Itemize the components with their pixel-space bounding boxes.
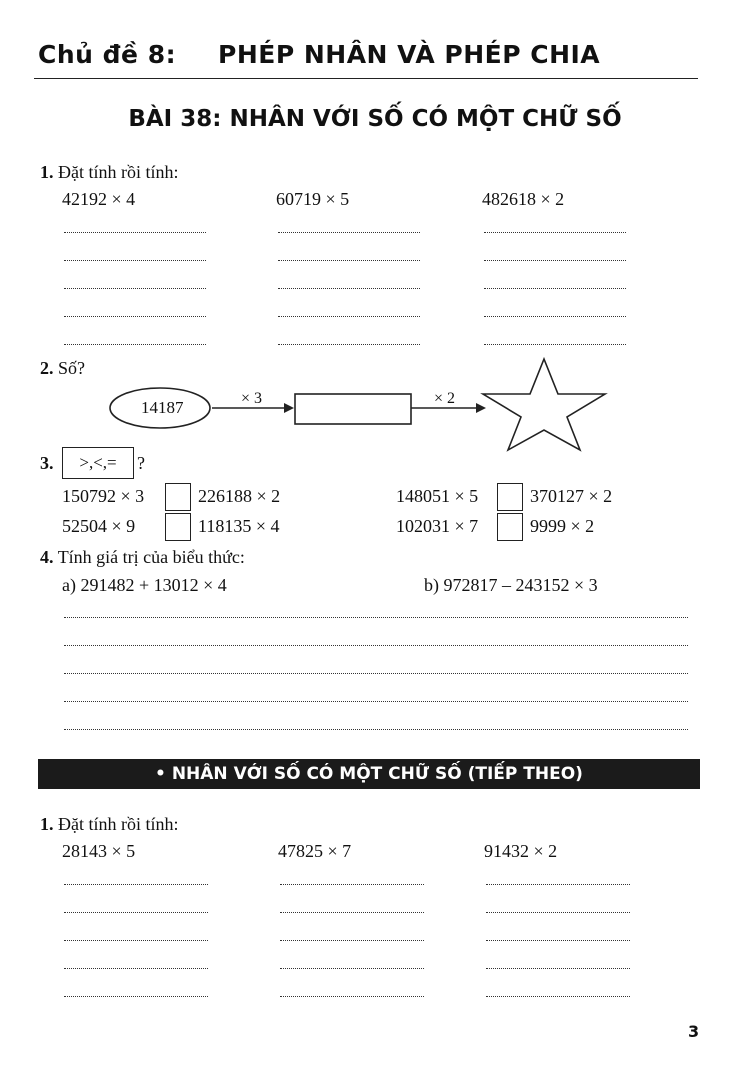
q3-row2-right-b: 9999 × 2 (530, 516, 595, 536)
q2-heading (40, 358, 85, 379)
answer-line[interactable] (484, 288, 626, 289)
q2-op2: × 2 (434, 390, 456, 407)
answer-line[interactable] (64, 701, 688, 702)
answer-line[interactable] (278, 288, 420, 289)
p2-q1-heading (40, 814, 179, 835)
answer-line[interactable] (64, 316, 206, 317)
lesson-title: BÀI 38: NHÂN VỚI SỐ CÓ MỘT CHỮ SỐ (128, 106, 622, 132)
answer-line[interactable] (280, 996, 424, 997)
compare-box[interactable] (165, 513, 191, 541)
q3-row1-right-b: 370127 × 2 (530, 486, 613, 506)
answer-line[interactable] (64, 617, 688, 618)
answer-line[interactable] (64, 729, 688, 730)
page-number: 3 (688, 1022, 700, 1041)
q1-item-3: 482618 × 2 (482, 189, 565, 209)
answer-line[interactable] (64, 288, 206, 289)
answer-line[interactable] (64, 645, 688, 646)
q2-start-value: 14187 (141, 398, 184, 417)
q1-number: 1. (40, 162, 54, 182)
q4-part-a: a) 291482 + 13012 × 4 (62, 575, 227, 595)
q1-prompt: Đặt tính rồi tính: (58, 162, 179, 182)
p2-q1-item-3: 91432 × 2 (484, 841, 558, 861)
answer-line[interactable] (486, 940, 630, 941)
q1-item-1: 42192 × 4 (62, 189, 136, 209)
answer-line[interactable] (278, 316, 420, 317)
chapter-label: Chủ đề 8: (38, 40, 177, 69)
answer-line[interactable] (64, 673, 688, 674)
q4-prompt: Tính giá trị của biểu thức: (57, 547, 245, 567)
q1-item-2: 60719 × 5 (276, 189, 350, 209)
answer-line[interactable] (484, 260, 626, 261)
answer-line[interactable] (64, 940, 208, 941)
compare-box[interactable] (497, 513, 523, 541)
chapter-title: PHÉP NHÂN VÀ PHÉP CHIA (218, 40, 601, 69)
p2-q1-prompt: Đặt tính rồi tính: (58, 814, 179, 834)
q3-row2-right-a: 118135 × 4 (198, 516, 280, 536)
q3-row1-right-a: 226188 × 2 (198, 486, 281, 506)
q2-op1: × 3 (241, 390, 263, 407)
answer-line[interactable] (486, 912, 630, 913)
p2-q1-number: 1. (40, 814, 54, 834)
q3-mark: ? (137, 453, 145, 473)
answer-line[interactable] (484, 232, 626, 233)
answer-line[interactable] (64, 232, 206, 233)
q3-row2-left-a: 52504 × 9 (62, 516, 136, 536)
answer-line[interactable] (486, 968, 630, 969)
q1-heading (40, 162, 179, 183)
answer-line[interactable] (64, 996, 208, 997)
arrow-1-head (284, 403, 294, 413)
q2-prompt: Số? (58, 358, 85, 378)
q3-signs-box: >,<,= (62, 447, 134, 479)
answer-line[interactable] (484, 344, 626, 345)
answer-line[interactable] (64, 344, 206, 345)
p2-q1-item-1: 28143 × 5 (62, 841, 136, 861)
q4-part-b: b) 972817 – 243152 × 3 (424, 575, 598, 595)
q3-row2-left-b: 102031 × 7 (396, 516, 479, 536)
star-answer-shape[interactable] (483, 359, 605, 450)
q3-number: 3. (40, 453, 54, 473)
answer-line[interactable] (484, 316, 626, 317)
q2-number: 2. (40, 358, 54, 378)
answer-line[interactable] (278, 232, 420, 233)
q4-heading (40, 547, 245, 568)
answer-line[interactable] (64, 260, 206, 261)
answer-line[interactable] (64, 912, 208, 913)
answer-box[interactable] (295, 394, 411, 424)
answer-line[interactable] (64, 968, 208, 969)
section-band: • NHÂN VỚI SỐ CÓ MỘT CHỮ SỐ (TIẾP THEO) (38, 759, 700, 789)
answer-line[interactable] (280, 968, 424, 969)
p2-q1-item-2: 47825 × 7 (278, 841, 352, 861)
q3-row1-left-a: 150792 × 3 (62, 486, 145, 506)
answer-line[interactable] (278, 344, 420, 345)
q3-row1-left-b: 148051 × 5 (396, 486, 479, 506)
header-rule (34, 78, 698, 79)
answer-line[interactable] (64, 884, 208, 885)
answer-line[interactable] (280, 912, 424, 913)
answer-line[interactable] (280, 884, 424, 885)
answer-line[interactable] (280, 940, 424, 941)
answer-line[interactable] (278, 260, 420, 261)
answer-line[interactable] (486, 884, 630, 885)
compare-box[interactable] (497, 483, 523, 511)
compare-box[interactable] (165, 483, 191, 511)
arrow-2-head (476, 403, 486, 413)
answer-line[interactable] (486, 996, 630, 997)
q4-number: 4. (40, 547, 54, 567)
